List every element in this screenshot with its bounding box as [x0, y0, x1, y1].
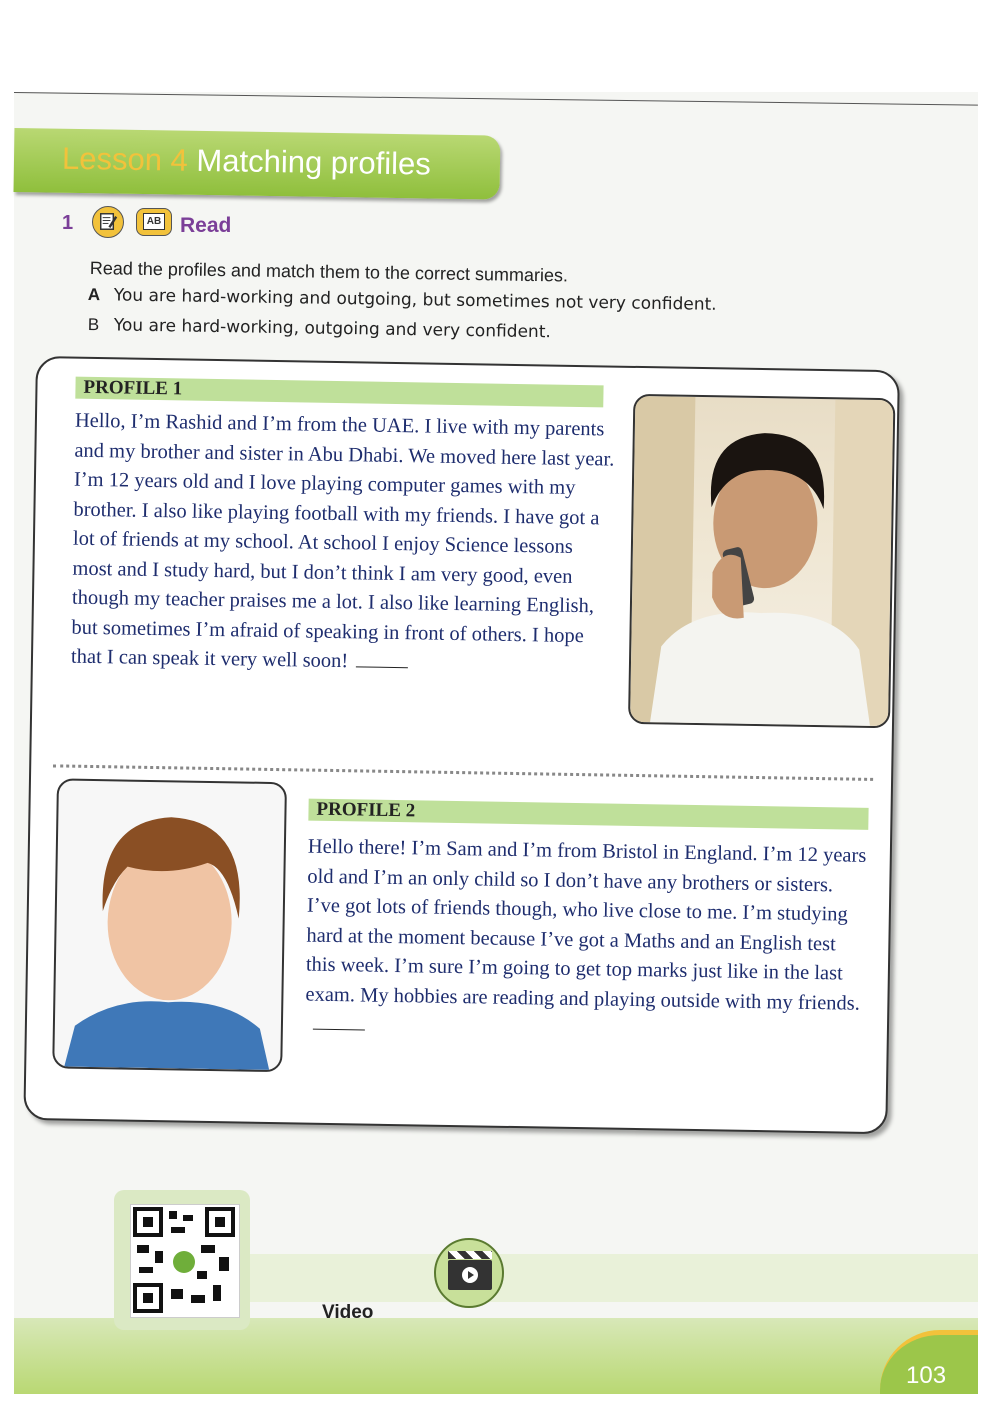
answer-blank-2[interactable]	[313, 1015, 365, 1031]
video-band	[250, 1254, 978, 1302]
lesson-title: Lesson 4 Matching profiles	[61, 140, 432, 182]
summary-option-b: B You are hard-working, outgoing and very confident.	[87, 315, 552, 343]
qr-code[interactable]	[130, 1204, 240, 1318]
summary-option-a: A You are hard-working and outgoing, but sometimes not very confident.	[87, 285, 717, 315]
exercise-instruction: Read the profiles and match them to the correct summaries.	[89, 258, 569, 286]
answer-blank-1[interactable]	[356, 652, 408, 668]
lesson-banner	[13, 128, 500, 200]
notebook-pencil-icon	[92, 206, 124, 238]
profile-2-text: Hello there! I’m Sam and I’m from Bristol in England. I’m 12 years old and I’m an only child so I don’t have any brothers or sisters. I’ve got lots of friends though, who live close to me. I’m studying hard at the moment because I’ve got a Maths and an English test this week. I’m sure I’m going to get top marks just like in the last exam. My hobbies are reading and playing outside with my friends.	[305, 833, 868, 1049]
profile-2-heading: PROFILE 2	[308, 799, 868, 830]
photo-rashid	[628, 394, 895, 728]
play-icon	[462, 1267, 478, 1283]
profile-1-text: Hello, I’m Rashid and I’m from the UAE. I live with my parents and my brother and sister in Abu Dhabi. We moved here last year. I’m 12 years old and I love playing computer games with my brother. I also like playing football with my friends. I have got a lot of friends at my school. At school I enjoy Science lessons most and I study hard, but I don’t think I am very good, even though my teacher praises me a lot. I also like learning English, but sometimes I’m afraid of speaking in front of others. I hope that I can speak it very well soon!	[70, 409, 615, 673]
page-number: 103	[906, 1362, 947, 1389]
video-label: Video	[322, 1302, 374, 1323]
exercise-title: Read	[180, 214, 232, 237]
profile-1-heading: PROFILE 1	[75, 377, 603, 408]
activity-book-icon: AB	[136, 208, 172, 236]
photo-sam	[52, 778, 287, 1072]
profile-divider	[53, 764, 873, 781]
exercise-number: 1	[62, 212, 74, 234]
video-icon[interactable]	[434, 1238, 504, 1308]
profiles-card	[23, 356, 900, 1134]
clapperboard-icon	[448, 1260, 492, 1290]
